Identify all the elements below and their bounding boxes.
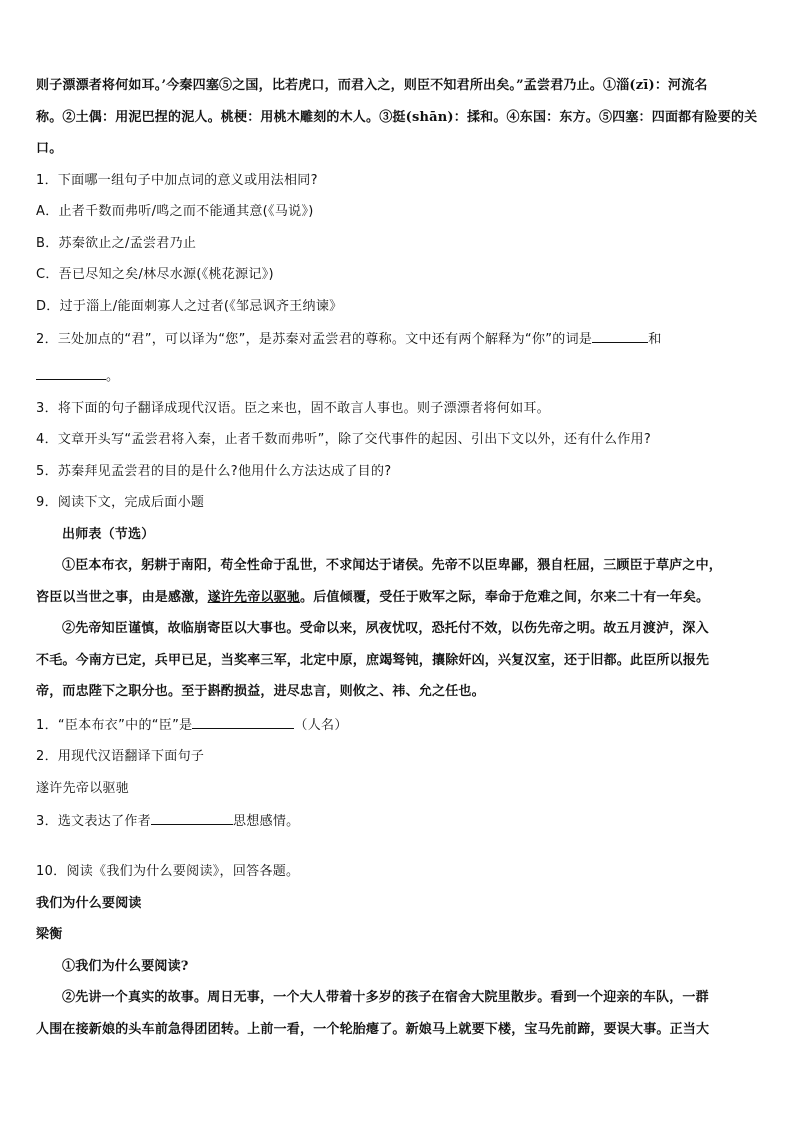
answer-blank[interactable] [592,330,648,343]
option-b: B．苏秦欲止之/孟尝君乃止 [36,235,197,251]
text-line: ②先帝知臣谨慎，故临崩寄臣以大事也。受命以来，夙夜忧叹，恐托付不效，以伤先帝之明。故五月渡泸，深入 [62,621,709,636]
section-9-heading: 9．阅读下文，完成后面小题 [36,495,205,510]
question-text: 3．选文表达了作者 [36,814,151,829]
option-a: A．止者千数而弗听/鸣之而不能通其意(《马说》) [36,204,314,219]
s9-question-3 [36,812,758,830]
answer-blank[interactable] [151,812,233,825]
article-author: 梁衡 [36,927,63,942]
text-line: ①臣本布衣，躬耕于南阳，苟全性命于乱世，不求闻达于诸侯。先帝不以臣卑鄙，猥自枉屈，三顾臣于草庐之中， [62,558,723,573]
answer-blank[interactable] [192,716,294,729]
passage-line: 口。 [36,141,63,156]
text-line: 帝，而忠陛下之职分也。至于斟酌损益，进尽忠言，则攸之、祎、允之任也。 [36,684,485,699]
answer-blank[interactable] [36,367,106,380]
s9-question-2: 2．用现代汉语翻译下面句子 [36,749,205,764]
question-text: 思想感情。 [232,814,300,829]
question-2-end: 。 [106,369,120,384]
section-9-title: 出师表（节选） [62,526,155,542]
text-line: 不毛。今南方已定，兵甲已足，当奖率三军，北定中原，庶竭驽钝，攘除奸凶，兴复汉室，还于旧都。此臣所以报先 [36,652,710,668]
option-c: C．吾已尽知之矣/林尽水源(《桃花源记》) [36,267,274,282]
text-segment: 。后值倾覆，受任于败军之际，奉命于危难之间，尔来二十有一年矣。 [300,589,710,605]
text-line: ②先讲一个真实的故事。周日无事，一个大人带着十多岁的孩子在宿舍大院里散步。看到一个迎亲的车队，一群 [62,990,709,1005]
text-line: 人围在接新娘的头车前急得团团转。上前一看，一个轮胎瘪了。新娘马上就要下楼，宝马先前蹄，要误大事。正当大 [36,1021,710,1037]
question-5: 5．苏秦拜见孟尝君的目的是什么?他用什么方法达成了目的? [36,463,392,479]
passage-line: 则子漂漂者将何如耳。’今秦四塞⑤之国，比若虎口，而君入之，则臣不知君所出矣。”孟尝君乃止。①淄(zī)：河流名 [36,78,708,93]
option-d: D．过于淄上/能面刺寡人之过者(《邹忌讽齐王纳谏》 [36,298,343,314]
question-2-and: 和 [648,332,662,347]
question-1-stem: 1．下面哪一组句子中加点词的意义或用法相同? [36,172,318,188]
text-line [36,590,758,606]
s9-question-1 [36,716,758,734]
section-10-heading: 10．阅读《我们为什么要阅读》，回答各题。 [36,864,300,879]
s9-question-2-sentence: 遂许先帝以驱驰 [36,780,130,796]
question-2-text: 2．三处加点的“君”，可以译为“您”，是苏秦对孟尝君的尊称。文中还有两个解释为“你”的词是 [36,332,593,347]
underlined-sentence: 遂许先帝以驱驰 [207,589,301,605]
question-text: 1．“臣本布衣”中的“臣”是 [36,717,193,733]
question-2 [36,330,758,348]
question-4: 4．文章开头写“孟尝君将入秦，止者千数而弗听”，除了交代事件的起因、引出下文以外，还有什么作用? [36,432,652,447]
question-3: 3．将下面的句子翻译成现代汉语。臣之来也，固不敢言人事也。则子漂漂者将何如耳。 [36,400,550,416]
passage-line: 称。②土偶：用泥巴捏的泥人。桃梗：用桃木雕刻的木人。③挺(shān)：揉和。④东国：东方。⑤四塞：四面都有险要的关 [36,109,758,125]
question-text: （人名） [294,717,348,733]
article-title: 我们为什么要阅读 [36,895,142,911]
text-line: ①我们为什么要阅读? [62,958,189,974]
document-page [36,78,758,1053]
text-segment: 咨臣以当世之事，由是感激， [36,589,208,605]
question-2-cont [36,367,758,385]
